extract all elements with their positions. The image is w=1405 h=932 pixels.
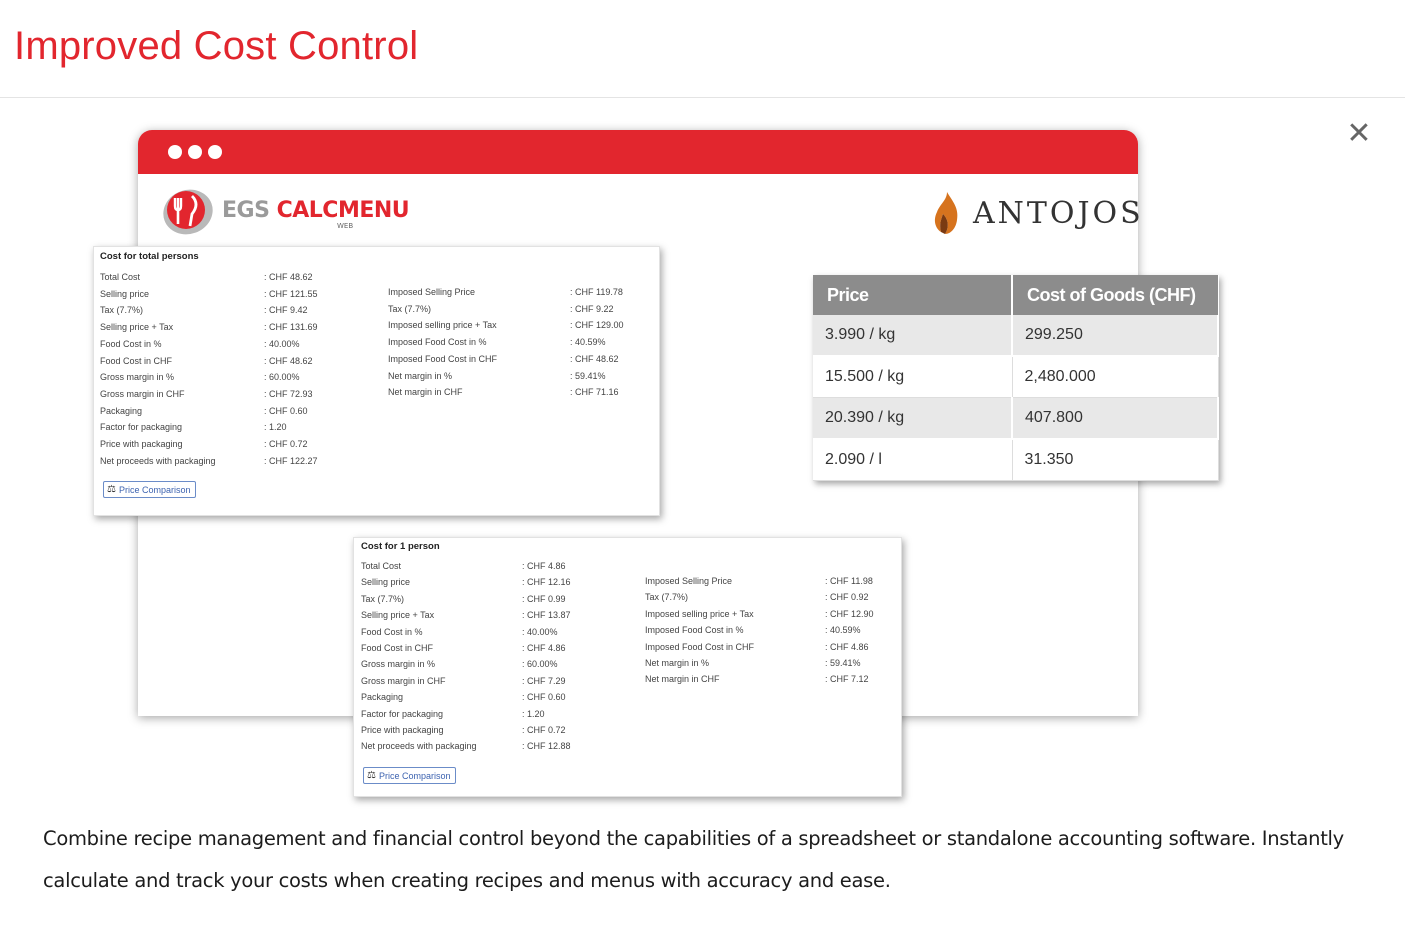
cost-value: : 59.41% [825,658,861,668]
antojos-logo [931,190,1144,236]
cost-label: Net proceeds with packaging [100,455,216,466]
cost-value: : CHF 12.16 [522,577,571,588]
cost-label: Food Cost in CHF [361,643,434,653]
cost-label: Food Cost in % [361,626,423,637]
cost-value: : CHF 9.22 [570,303,614,314]
cost-label: Imposed Food Cost in % [645,625,744,636]
cost-label: Imposed selling price + Tax [645,608,754,619]
cost-cell: 299.250 [1012,315,1218,356]
cost-value: : CHF 0.72 [264,439,308,449]
card-title: Cost for total persons [100,251,199,262]
cost-value: : 60.00% [264,372,300,383]
cost-value: : CHF 9.42 [264,305,308,316]
price-comparison-button[interactable]: ⚖ Price Comparison [363,767,456,784]
scale-icon: ⚖ [107,484,116,495]
cost-label: Gross margin in % [361,659,436,670]
cost-value: : CHF 121.55 [264,288,318,299]
cost-value: : CHF 11.98 [825,576,873,586]
table-row [813,398,1218,440]
cost-value: : CHF 0.92 [825,592,869,603]
cost-value: : CHF 13.87 [522,610,571,621]
cost-label: Selling price + Tax [100,322,174,333]
cost-value: : CHF 72.93 [264,388,313,399]
cost-total-card [93,246,660,516]
description-text: Combine recipe management and financial control beyond the capabilities of a spreadsheet or standalone accounting software. Instantly calculate and track your costs when creating recipes and menus with accuracy and ease. [43,827,1344,892]
cost-label: Net margin in % [388,370,453,381]
cost-label: Factor for packaging [361,708,444,719]
card-title: Cost for 1 person [361,541,440,552]
window-dot-icon [208,145,222,159]
window-dot-icon [188,145,202,159]
cost-value: : CHF 4.86 [522,561,566,571]
cost-value: : 59.41% [570,370,606,381]
cost-label: Packaging [361,692,404,703]
cost-value: : CHF 129.00 [570,320,624,331]
header-divider [0,97,1405,98]
cost-value: : 40.59% [570,337,606,348]
egs-logo-text: EGS CALCMENU [222,198,410,223]
cost-label: Gross margin in CHF [100,388,185,399]
cost-value: : CHF 0.72 [522,725,566,735]
cost-label: Net proceeds with packaging [361,741,477,752]
cost-value: : 60.00% [522,659,558,670]
cost-value: : CHF 7.12 [825,674,869,685]
cost-cell: 31.350 [1012,439,1218,481]
cost-cell: 407.800 [1012,398,1218,440]
cost-value: : CHF 12.88 [522,741,571,752]
cost-label: Tax (7.7%) [100,305,144,316]
cost-label: Factor for packaging [100,422,183,433]
cost-value: : CHF 12.90 [825,608,874,619]
cost-value: : 40.00% [522,626,558,637]
cost-label: Total Cost [100,272,141,282]
cost-label: Gross margin in CHF [361,675,446,686]
cost-cell: 2,480.000 [1012,356,1218,398]
cost-value: : CHF 122.27 [264,455,318,466]
cost-value: : CHF 48.62 [264,355,313,366]
cost-value: : CHF 4.86 [522,643,566,653]
scale-icon: ⚖ [367,770,376,781]
cost-label: Food Cost in CHF [100,355,173,366]
page-title: Improved Cost Control [14,24,419,68]
table-row [813,439,1218,481]
cost-label: Tax (7.7%) [645,592,689,603]
cost-value: : CHF 48.62 [570,353,619,364]
cost-value: : 40.00% [264,338,300,349]
cost-label: Net margin in CHF [645,674,720,685]
table-row [813,315,1218,356]
cost-label: Tax (7.7%) [361,593,405,604]
cost-value: : CHF 71.16 [570,387,619,398]
price-comparison-button[interactable]: ⚖ Price Comparison [103,481,196,498]
cost-label: Price with packaging [100,439,183,449]
cost-label: Selling price [361,577,411,588]
cost-label: Imposed Food Cost in CHF [645,641,755,652]
price-cell: 3.990 / kg [813,315,1012,356]
cost-label: Food Cost in % [100,338,162,349]
cost-value: : 40.59% [825,625,861,636]
cost-value: : CHF 48.62 [264,272,313,282]
cost-label: Net margin in % [645,658,710,668]
cost-label: Selling price + Tax [361,610,435,621]
browser-title-bar [138,130,1138,174]
cost-value: : CHF 7.29 [522,675,566,686]
cost-value: : CHF 119.78 [570,287,623,297]
table-row [813,356,1218,398]
cost-of-goods-header: Cost of Goods (CHF) [1012,275,1218,315]
cost-value: : 1.20 [522,708,545,719]
cost-label: Tax (7.7%) [388,303,432,314]
cost-label: Gross margin in % [100,372,175,383]
cost-label: Price with packaging [361,725,444,735]
antojos-name: ANTOJOS [973,195,1144,231]
cost-one-card [353,537,902,797]
cost-value: : CHF 131.69 [264,322,318,333]
cost-label: Selling price [100,288,150,299]
cost-label: Packaging [100,405,143,416]
cost-value: : CHF 0.60 [522,692,566,703]
cost-value: : 1.20 [264,422,287,433]
cost-label: Imposed Food Cost in CHF [388,353,498,364]
cost-label: Imposed Selling Price [645,576,733,586]
cost-label: Imposed Food Cost in % [388,337,487,348]
price-header: Price [813,275,1012,315]
egs-calcmenu-logo [162,186,409,236]
egs-logo-web: WEB [337,222,354,230]
cost-value: : CHF 4.86 [825,641,869,652]
cost-label: Imposed selling price + Tax [388,320,497,331]
price-table [813,275,1219,481]
cost-label: Total Cost [361,561,402,571]
flame-icon [931,190,961,236]
egs-logo-icon [162,186,214,236]
close-icon[interactable]: ✕ [1346,115,1372,151]
price-cell: 2.090 / l [813,439,1012,481]
cost-value: : CHF 0.99 [522,593,566,604]
price-cell: 20.390 / kg [813,398,1012,440]
price-cell: 15.500 / kg [813,356,1012,398]
window-dot-icon [168,145,182,159]
cost-label: Imposed Selling Price [388,287,476,297]
cost-label: Net margin in CHF [388,387,463,398]
cost-value: : CHF 0.60 [264,405,308,416]
